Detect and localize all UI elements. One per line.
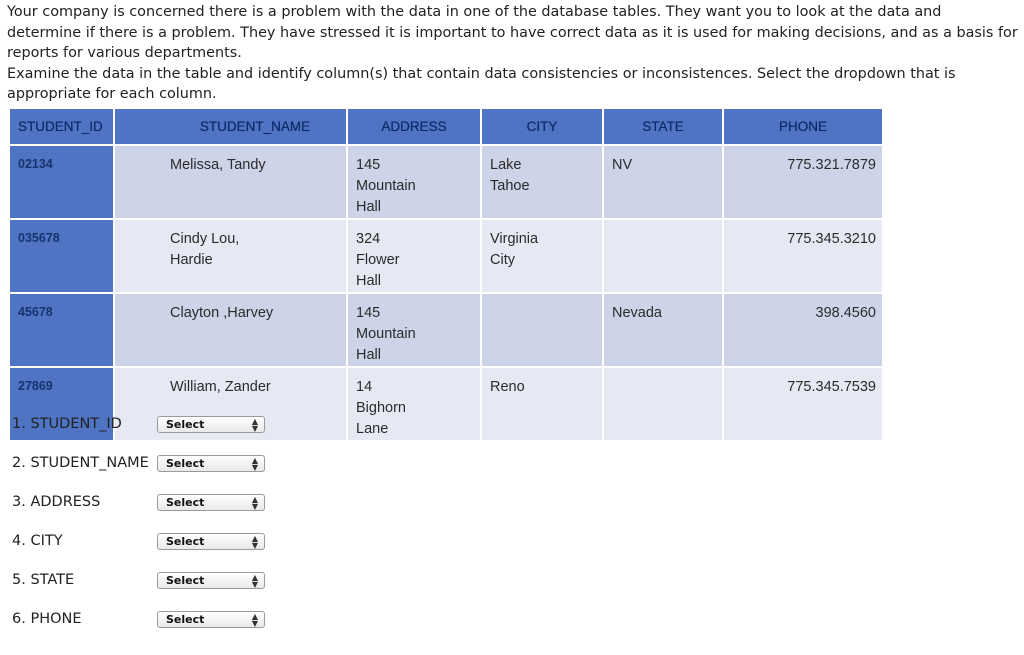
address-line: Hall	[356, 199, 381, 215]
student-table	[8, 107, 884, 442]
updown-arrows-icon: ▲ ▼	[251, 495, 259, 511]
updown-arrows-icon: ▲ ▼	[251, 456, 259, 472]
updown-arrows-icon: ▲ ▼	[251, 534, 259, 550]
cell-state	[604, 368, 722, 440]
cell-city: Reno	[482, 368, 602, 440]
cell-student-name: Melissa, Tandy	[115, 146, 346, 218]
address-line: Hall	[356, 347, 381, 363]
phone-dropdown[interactable]	[157, 611, 265, 628]
dropdown-value: Select	[166, 496, 205, 509]
dropdown-value: Select	[166, 613, 205, 626]
student-id-dropdown[interactable]	[157, 416, 265, 433]
cell-address	[348, 146, 480, 218]
table-row	[10, 146, 882, 218]
question-label-address: 3. ADDRESS	[12, 494, 101, 510]
city-line: City	[490, 252, 515, 268]
name-line: Cindy Lou,	[170, 231, 240, 247]
dropdown-value: Select	[166, 457, 205, 470]
updown-arrows-icon: ▲ ▼	[251, 417, 259, 433]
address-line: 14	[356, 379, 373, 395]
table-row	[10, 368, 882, 440]
address-line: Bighorn	[356, 400, 406, 416]
updown-arrows-icon: ▲ ▼	[251, 573, 259, 589]
question-label-student-name: 2. STUDENT_NAME	[12, 455, 149, 471]
cell-student-id: 27869	[10, 368, 113, 440]
address-line: Hall	[356, 273, 381, 289]
cell-phone: 775.345.3210	[724, 220, 882, 292]
cell-student-id: 45678	[10, 294, 113, 366]
cell-city	[482, 294, 602, 366]
updown-arrows-icon: ▲ ▼	[251, 612, 259, 628]
cell-state: NV	[604, 146, 722, 218]
address-line: 145	[356, 305, 381, 321]
cell-state	[604, 220, 722, 292]
address-dropdown[interactable]	[157, 494, 265, 511]
table-row	[10, 294, 882, 366]
dropdown-value: Select	[166, 535, 205, 548]
cell-student-id: 02134	[10, 146, 113, 218]
header-state: STATE	[604, 109, 722, 144]
question-label-city: 4. CITY	[12, 533, 63, 549]
city-line: Tahoe	[490, 178, 530, 194]
instructions-paragraph-2: Examine the data in the table and identify column(s) that contain data consistencies or inconsistences. Select the dropdown that is appropriate for each column.	[7, 65, 956, 102]
instructions	[7, 2, 1019, 105]
header-address: ADDRESS	[348, 109, 480, 144]
cell-student-name: Clayton ,Harvey	[115, 294, 346, 366]
cell-state: Nevada	[604, 294, 722, 366]
table-row	[10, 220, 882, 292]
city-line: Lake	[490, 157, 522, 173]
address-line: Flower	[356, 252, 400, 268]
cell-student-name	[115, 220, 346, 292]
state-dropdown[interactable]	[157, 572, 265, 589]
student-name-dropdown[interactable]	[157, 455, 265, 472]
header-student-name: STUDENT_NAME	[115, 109, 346, 144]
address-line: Lane	[356, 421, 389, 437]
question-label-state: 5. STATE	[12, 572, 75, 588]
cell-address	[348, 220, 480, 292]
address-line: 145	[356, 157, 381, 173]
question-label-student-id: 1. STUDENT_ID	[12, 416, 122, 432]
name-line: Hardie	[170, 252, 213, 268]
dropdown-value: Select	[166, 574, 205, 587]
header-student-id: STUDENT_ID	[10, 109, 113, 144]
city-line: Virginia	[490, 231, 539, 247]
cell-address	[348, 368, 480, 440]
header-city: CITY	[482, 109, 602, 144]
cell-phone: 398.4560	[724, 294, 882, 366]
cell-student-name: William, Zander	[115, 368, 346, 440]
cell-city	[482, 220, 602, 292]
cell-address	[348, 294, 480, 366]
cell-city	[482, 146, 602, 218]
city-dropdown[interactable]	[157, 533, 265, 550]
address-line: 324	[356, 231, 381, 247]
address-line: Mountain	[356, 178, 416, 194]
table-header-row	[10, 109, 882, 144]
dropdown-value: Select	[166, 418, 205, 431]
cell-student-id: 035678	[10, 220, 113, 292]
cell-phone: 775.345.7539	[724, 368, 882, 440]
question-label-phone: 6. PHONE	[12, 611, 82, 627]
instructions-paragraph-1: Your company is concerned there is a problem with the data in one of the database tables. They want you to look at the data and determine if there is a problem. They have stressed it is important to have correct data as it is used for making decisions, and as a basis for reports for various departments.	[7, 4, 1018, 61]
address-line: Mountain	[356, 326, 416, 342]
header-phone: PHONE	[724, 109, 882, 144]
cell-phone: 775.321.7879	[724, 146, 882, 218]
